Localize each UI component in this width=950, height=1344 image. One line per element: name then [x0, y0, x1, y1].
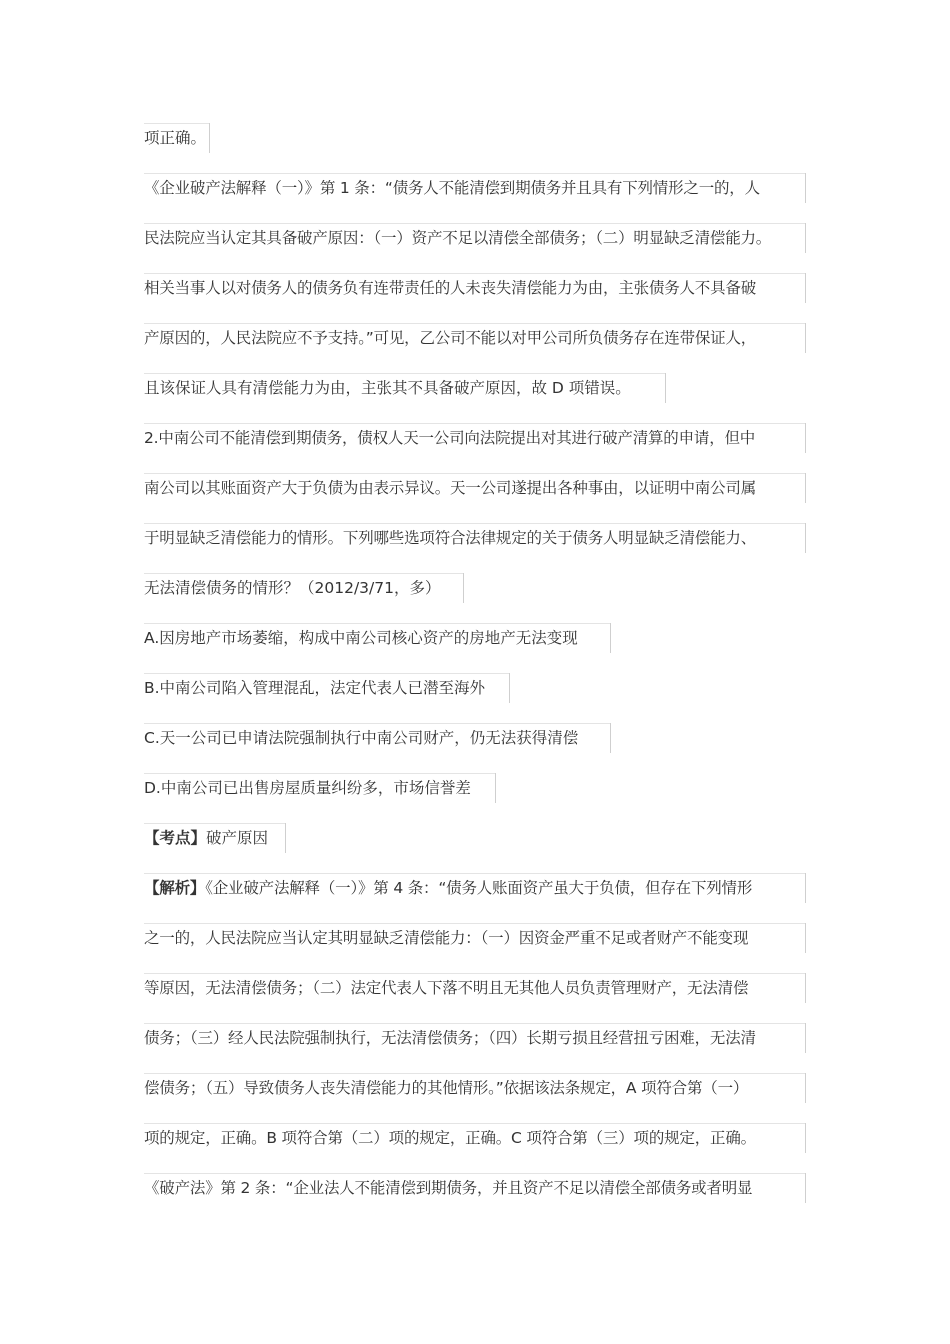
text-line-8: 南公司以其账面资产大于负债为由表示异议。天一公司遂提出各种事由，以证明中南公司属	[144, 473, 806, 503]
text-line-21: 项的规定，正确。B 项符合第（二）项的规定，正确。C 项符合第（三）项的规定，正确。	[144, 1123, 806, 1153]
text-line-1: 项正确。	[144, 123, 210, 153]
text-line-3: 民法院应当认定其具备破产原因：（一）资产不足以清偿全部债务；（二）明显缺乏清偿能力。	[144, 223, 806, 253]
text-line-7: 2.中南公司不能清偿到期债务，债权人天一公司向法院提出对其进行破产清算的申请，但中	[144, 423, 806, 453]
option-a: A.因房地产市场萎缩，构成中南公司核心资产的房地产无法变现	[144, 623, 611, 653]
jiexi-label: 【解析】	[144, 879, 206, 897]
text-line-18: 等原因，无法清偿债务；（二）法定代表人下落不明且无其他人员负责管理财产，无法清偿	[144, 973, 806, 1003]
text-line-4: 相关当事人以对债务人的债务负有连带责任的人未丧失清偿能力为由，主张债务人不具备破	[144, 273, 806, 303]
text-line-2: 《企业破产法解释（一）》第 1 条：“债务人不能清偿到期债务并且具有下列情形之一的，人	[144, 173, 806, 203]
text-line-9: 于明显缺乏清偿能力的情形。下列哪些选项符合法律规定的关于债务人明显缺乏清偿能力、	[144, 523, 806, 553]
text-line-10: 无法清偿债务的情形？（2012/3/71，多）	[144, 573, 464, 603]
jiexi-text: 《企业破产法解释（一）》第 4 条：“债务人账面资产虽大于负债，但存在下列情形	[205, 879, 753, 897]
kaodian-line	[144, 823, 286, 853]
text-line-20: 偿债务；（五）导致债务人丧失清偿能力的其他情形。”依据该法条规定，A 项符合第（一）	[144, 1073, 806, 1103]
text-line-22: 《破产法》第 2 条：“企业法人不能清偿到期债务，并且资产不足以清偿全部债务或者明显	[144, 1173, 806, 1203]
text-line-5: 产原因的，人民法院应不予支持。”可见，乙公司不能以对甲公司所负债务存在连带保证人，	[144, 323, 806, 353]
text-line-6: 且该保证人具有清偿能力为由，主张其不具备破产原因，故 D 项错误。	[144, 373, 666, 403]
kaodian-label: 【考点】	[144, 829, 207, 847]
option-c: C.天一公司已申请法院强制执行中南公司财产，仍无法获得清偿	[144, 723, 611, 753]
option-b: B.中南公司陷入管理混乱，法定代表人已潜至海外	[144, 673, 510, 703]
option-d: D.中南公司已出售房屋质量纠纷多，市场信誉差	[144, 773, 496, 803]
kaodian-text: 破产原因	[206, 829, 269, 847]
jiexi-line	[144, 873, 806, 903]
text-line-19: 债务；（三）经人民法院强制执行，无法清偿债务；（四）长期亏损且经营扭亏困难，无法清	[144, 1023, 806, 1053]
text-line-17: 之一的，人民法院应当认定其明显缺乏清偿能力：（一）因资金严重不足或者财产不能变现	[144, 923, 806, 953]
